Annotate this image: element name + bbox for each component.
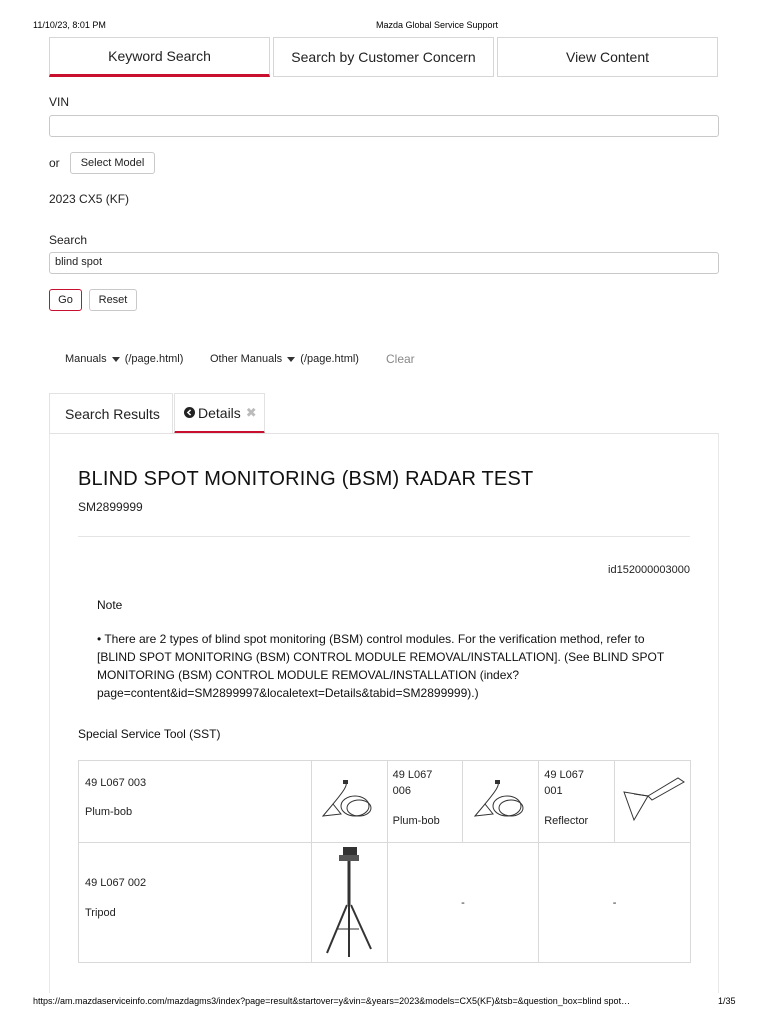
- vin-input[interactable]: [49, 115, 719, 137]
- arrow-circle-left-icon: [184, 407, 195, 418]
- sst-name: Plum-bob: [392, 815, 440, 827]
- other-manuals-label: Other Manuals: [210, 353, 283, 365]
- sst-name: Reflector: [544, 815, 589, 827]
- manuals-label: Manuals: [65, 353, 107, 365]
- plum-bob-image: [311, 761, 387, 843]
- sst-cell: [539, 761, 615, 843]
- sst-cell: [79, 843, 312, 963]
- sst-code: 49 L067 001: [544, 769, 584, 797]
- table-row: [79, 843, 691, 963]
- sst-cell: [79, 761, 312, 843]
- sst-empty: -: [461, 896, 465, 909]
- tab-keyword-search[interactable]: Keyword Search: [49, 37, 270, 77]
- or-label: or: [49, 156, 60, 170]
- print-footer-url: https://am.mazdaserviceinfo.com/mazdagms3/index?page=result&startover=y&vin=&years=2023&models=CX5(KF)&tsb=&question_box=blind spot…: [33, 996, 631, 1006]
- close-icon[interactable]: ✖: [245, 404, 257, 420]
- doc-id: id152000003000: [608, 564, 690, 576]
- divider: [78, 536, 690, 537]
- search-mode-tabs: [49, 37, 718, 77]
- sst-cell: [387, 843, 539, 963]
- tab-view-content[interactable]: View Content: [497, 37, 718, 77]
- manuals-link: (/page.html): [124, 353, 184, 365]
- sst-code: 49 L067 003: [85, 777, 147, 789]
- tab-details[interactable]: [174, 393, 265, 434]
- tab-search-results[interactable]: Search Results: [49, 393, 173, 434]
- sst-code: 49 L067 006: [392, 769, 433, 797]
- note-heading: Note: [97, 598, 123, 612]
- search-input[interactable]: blind spot: [49, 252, 719, 274]
- tripod-image: [311, 843, 387, 963]
- sst-code: 49 L067 002: [85, 877, 147, 889]
- caret-down-icon: [287, 357, 295, 362]
- sst-cell: [387, 761, 463, 843]
- sst-cell: [539, 843, 691, 963]
- tab-customer-concern[interactable]: Search by Customer Concern: [273, 37, 494, 77]
- other-manuals-link: (/page.html): [300, 353, 359, 365]
- caret-down-icon: [112, 357, 120, 362]
- tab-details-label: Details: [198, 404, 241, 421]
- sst-heading: Special Service Tool (SST): [78, 727, 221, 741]
- selected-model: 2023 CX5 (KF): [49, 192, 130, 206]
- doc-code: SM2899999: [78, 500, 143, 514]
- other-manuals-menu[interactable]: [210, 353, 359, 365]
- sst-name: Plum-bob: [85, 806, 133, 818]
- vin-label: VIN: [49, 95, 70, 109]
- sst-name: Tripod: [85, 907, 116, 919]
- reflector-image: [615, 761, 691, 843]
- search-label: Search: [49, 233, 88, 247]
- doc-title: BLIND SPOT MONITORING (BSM) RADAR TEST: [78, 468, 534, 490]
- print-page-number: 1/35: [718, 996, 736, 1006]
- go-button[interactable]: Go: [49, 289, 82, 311]
- clear-button[interactable]: Clear: [386, 352, 415, 366]
- print-title: Mazda Global Service Support: [376, 20, 499, 30]
- plum-bob-image: [463, 761, 539, 843]
- table-row: [79, 761, 691, 843]
- sst-table: [78, 760, 691, 963]
- print-datetime: 11/10/23, 8:01 PM: [33, 20, 106, 30]
- note-body: • There are 2 types of blind spot monitoring (BSM) control modules. For the verification method, refer to [BLIND SPOT MONITORING (BSM) CONTROL MODULE REMOVAL/INSTALLATION]. (See BLIND SPOT MONITORING (BSM) CONTROL MODULE REMOVAL/INSTALLATION (index?page=content&id=SM2899997&localetext=Details&tabid=SM2899999).): [97, 632, 664, 700]
- manuals-menu[interactable]: [65, 353, 183, 365]
- select-model-button[interactable]: Select Model: [70, 152, 155, 174]
- sst-empty: -: [612, 896, 617, 909]
- reset-button[interactable]: Reset: [89, 289, 137, 311]
